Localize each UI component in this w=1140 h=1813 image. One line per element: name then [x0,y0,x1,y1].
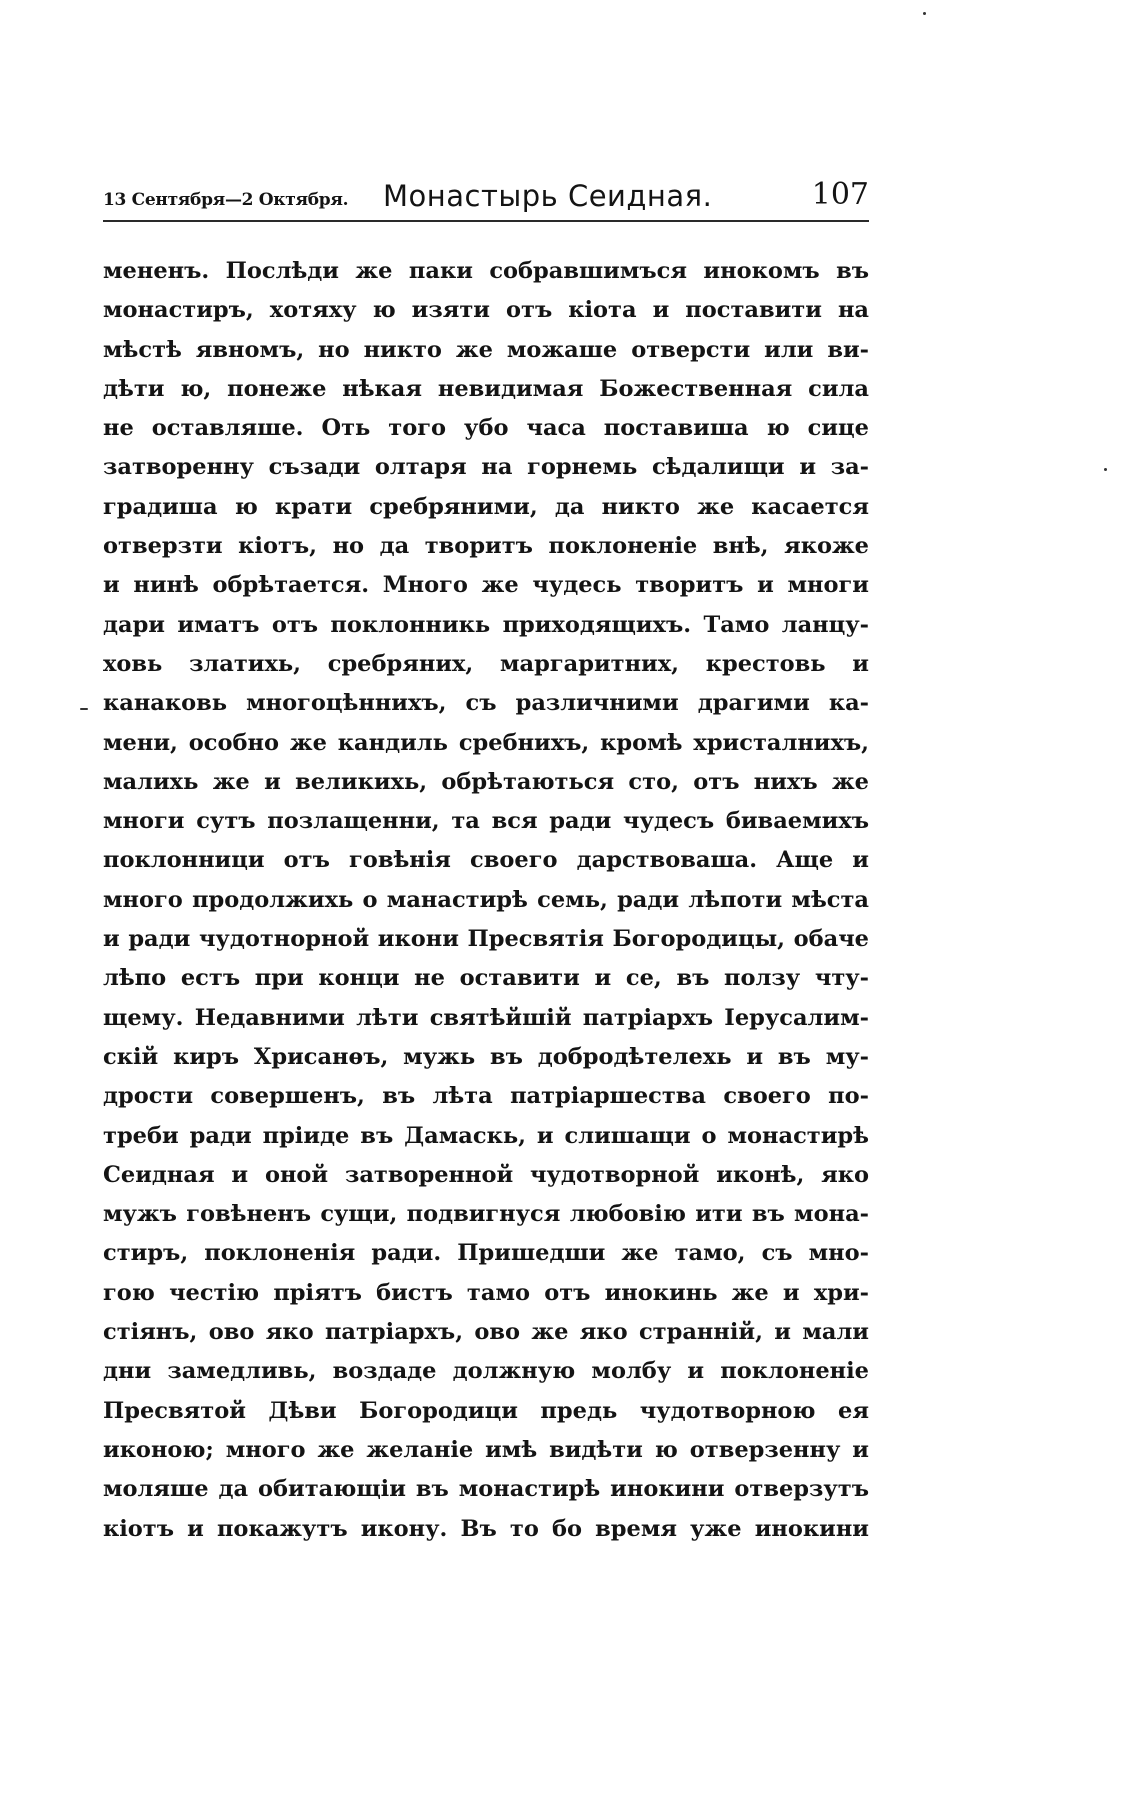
text-line: щему. Недавними лѣти святѣйшій патріархъ Іерусалим- [103,1004,869,1031]
text-line: и нинѣ обрѣтается. Много же чудесь творитъ и многи [103,572,869,599]
text-line: стиръ, поклоненія ради. Пришедши же тамо, съ мно- [103,1240,869,1267]
text-line: скій киръ Хрисанѳъ, мужь въ добродѣтелехь и въ му- [103,1043,869,1070]
text-line: стіянъ, ово яко патріархъ, ово же яко странній, и мали [103,1319,869,1346]
text-line: малихь же и великихь, обрѣтаються сто, отъ нихъ же [103,768,869,795]
text-line: дрости совершенъ, въ лѣта патріаршества своего по- [103,1083,869,1110]
text-line: Сеидная и оной затворенной чудотворной иконѣ, яко [103,1161,869,1188]
text-line: мени, особно же кандиль сребнихъ, кромѣ христалнихъ, [103,729,869,756]
text-line: канаковь многоцѣннихъ, съ различними драгими ка- [103,690,869,717]
text-line: много продолжихь о манастирѣ семь, ради лѣпоти мѣста [103,886,869,913]
page-number: 107 [811,177,869,212]
text-line: дѣти ю, понеже нѣкая невидимая Божественная сила [103,375,869,402]
text-line: не оставляше. Оть того убо часа поставиша ю сице [103,415,869,442]
text-line: дари иматъ отъ поклонникь приходящихъ. Тамо ланцу- [103,611,869,638]
scan-speck [80,708,88,710]
body-text [103,252,869,1549]
text-line: градиша ю крати сребряними, да никто же касается [103,493,869,520]
text-line: кіотъ и покажутъ икону. Въ то бо время уже инокини [103,1515,869,1542]
text-line: Пресвятой Дѣви Богородици предь чудотворною ея [103,1397,869,1424]
text-line: треби ради пріиде въ Дамаскь, и слишащи о монастирѣ [103,1122,869,1149]
text-line: моляше да обитающіи въ монастирѣ инокини отверзутъ [103,1476,869,1503]
scan-speck [923,12,926,15]
text-line: дни замедливь, воздаде должную молбу и поклоненіе [103,1358,869,1385]
text-line: иконою; много же желаніе имѣ видѣти ю отверзенну и [103,1436,869,1463]
scan-speck [1104,468,1107,471]
running-head [103,168,869,222]
text-line: монастиръ, хотяху ю изяти отъ кіота и поставити на [103,297,869,324]
chapter-title: Монастырь Сеидная. [383,179,713,213]
text-line: мененъ. Послѣди же паки собравшимъся инокомъ въ [103,258,869,284]
text-line: гою честію пріятъ бистъ тамо отъ инокинь же и хри- [103,1279,869,1306]
date-range: 13 Сентября—2 Октября. [103,190,349,210]
text-line: мѣстѣ явномъ, но никто же можаше отверсти или ви- [103,336,869,363]
text-line: многи сутъ позлащенни, та вся ради чудесъ биваемихъ [103,808,869,835]
text-line: ховь златихь, сребряних, маргаритних, крестовь и [103,650,869,677]
text-line: отверзти кіотъ, но да творитъ поклоненіе внѣ, якоже [103,533,869,560]
text-line: и ради чудотнорной икони Пресвятія Богородицы, обаче [103,926,869,953]
text-line: поклонници отъ говѣнія своего дарствоваша. Аще и [103,847,869,874]
text-line: мужъ говѣненъ сущи, подвигнуся любовію ити въ мона- [103,1201,869,1228]
text-line: затворенну съзади олтаря на горнемь сѣдалищи и за- [103,454,869,481]
text-line: лѣпо естъ при конци не оставити и се, въ ползу чту- [103,965,869,992]
